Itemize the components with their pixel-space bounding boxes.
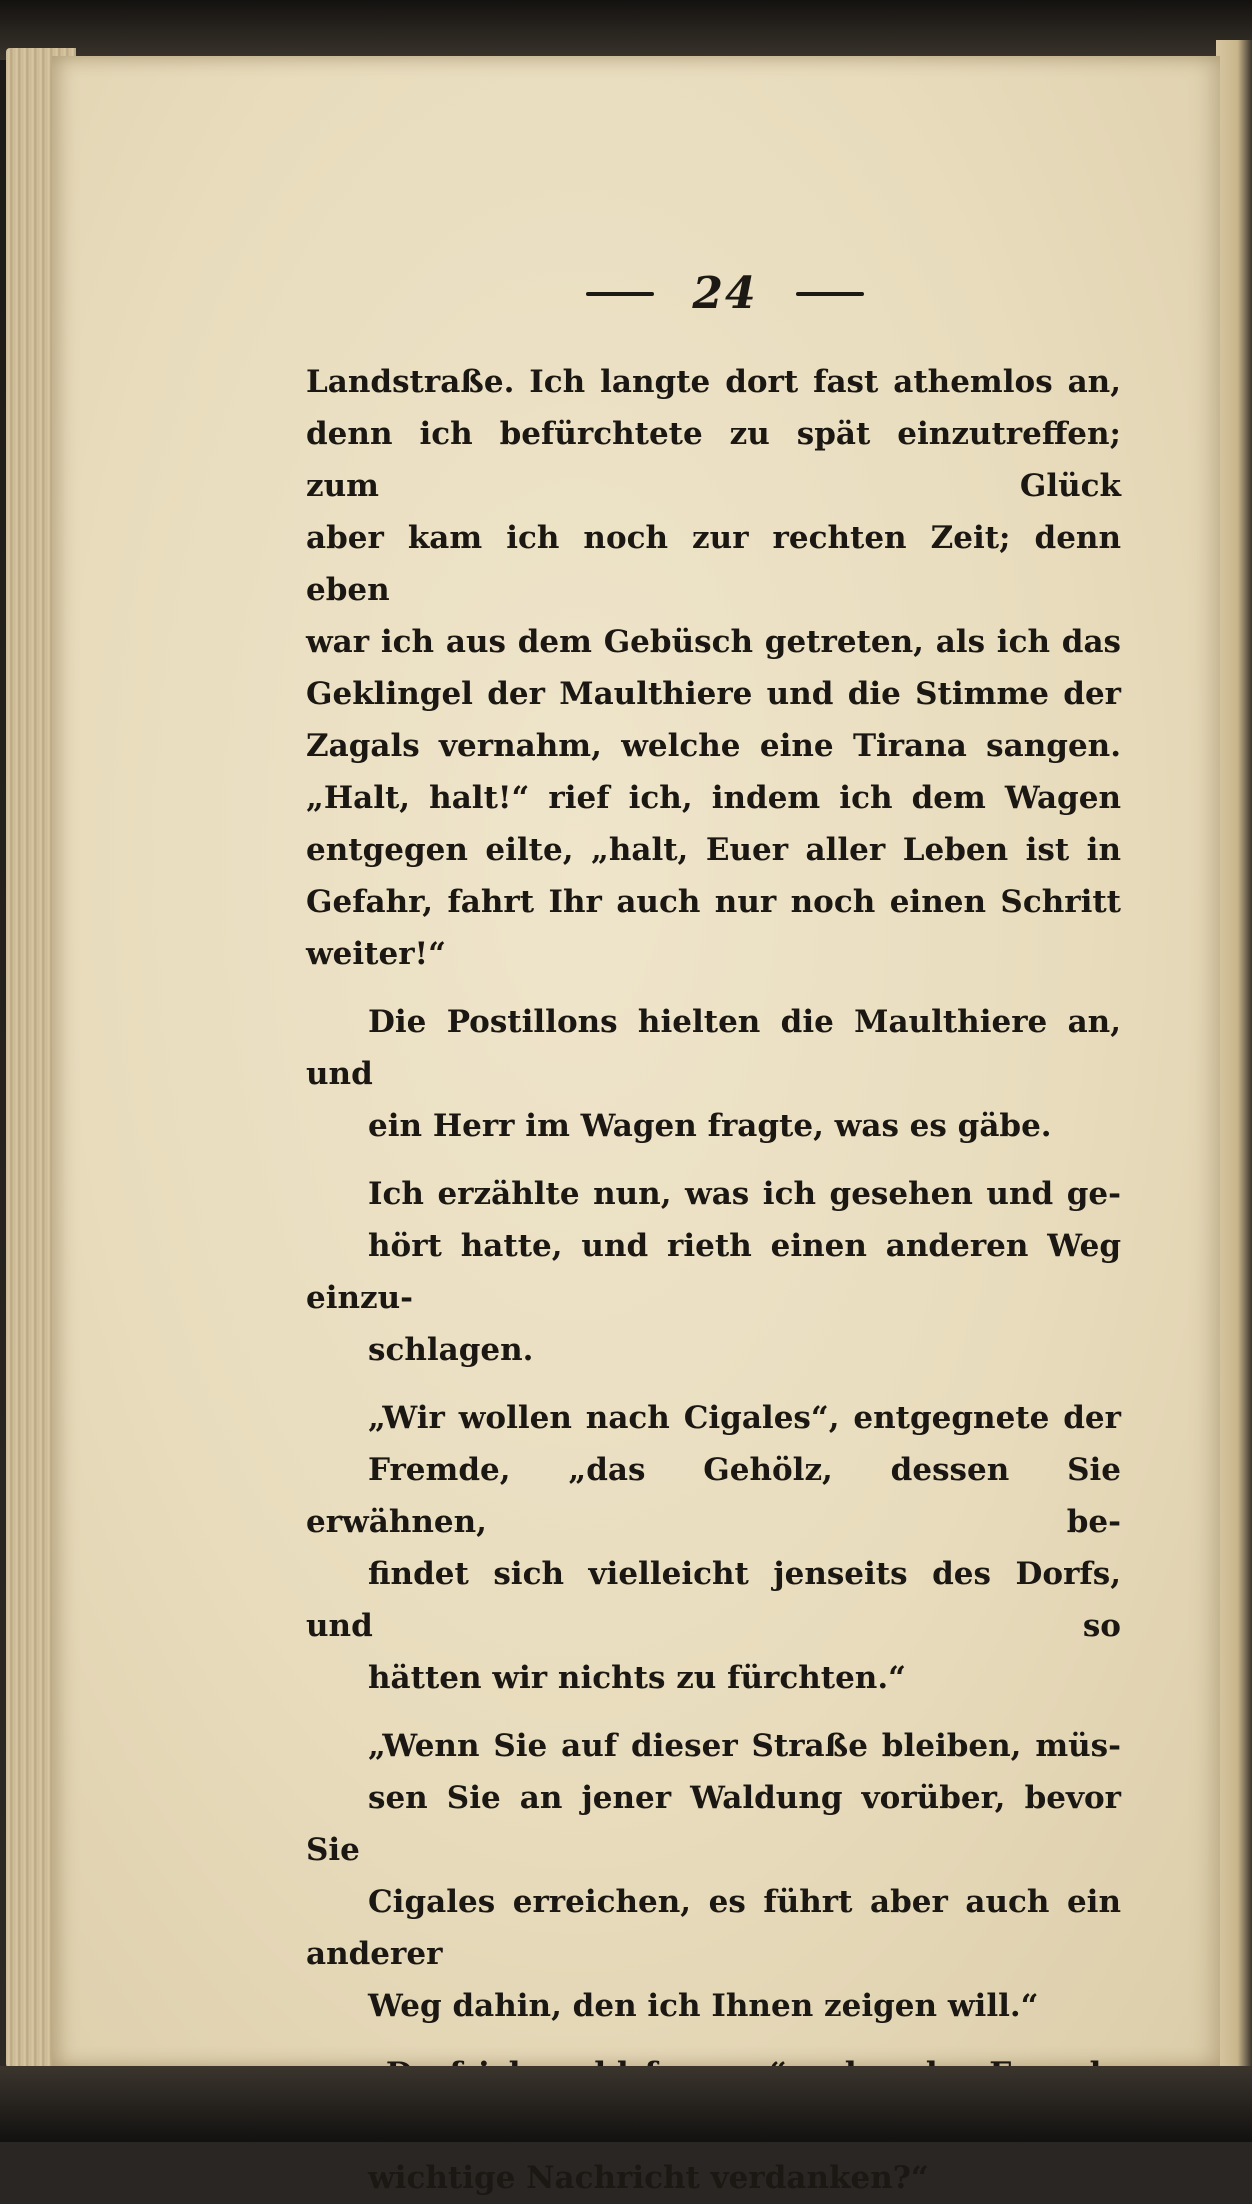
- text-line: Gefahr, fahrt Ihr auch nur noch einen Schritt: [306, 884, 1121, 920]
- text-line: Ich erzählte nun, was ich gesehen und ge-: [368, 1176, 1121, 1212]
- text-line: „Halt, halt!“ rief ich, indem ich dem Wagen: [306, 780, 1121, 816]
- text-line: Cigales erreichen, es führt aber auch ein anderer: [306, 1884, 1121, 1972]
- paragraph: [306, 1392, 1121, 1704]
- paragraph: [306, 1720, 1121, 2032]
- text-line: Fremde, „das Gehölz, dessen Sie erwähnen, be-: [306, 1452, 1121, 1540]
- text-line: Geklingel der Maulthiere und die Stimme der: [306, 676, 1121, 712]
- top-shadow: [0, 0, 1252, 60]
- text-line: Zagals vernahm, welche eine Tirana sangen.: [306, 728, 1121, 764]
- text-line: hätten wir nichts zu fürchten.“: [368, 1660, 906, 1696]
- text-line: weiter!“: [306, 936, 446, 972]
- text-line: aber kam ich noch zur rechten Zeit; denn eben: [306, 520, 1121, 608]
- text-line: „Wenn Sie auf dieser Straße bleiben, müs-: [368, 1728, 1121, 1764]
- text-line: war ich aus dem Gebüsch getreten, als ich das: [306, 624, 1121, 660]
- paragraph: [306, 996, 1121, 1152]
- paragraph: [306, 1168, 1121, 1376]
- text-line: Die Postillons hielten die Maulthiere an, und: [306, 1004, 1121, 1092]
- text-line: wichtige Nachricht verdanken?“: [368, 2160, 929, 2196]
- bottom-shadow: [0, 2066, 1252, 2142]
- page-header: [560, 268, 890, 319]
- text-line: entgegen eilte, „halt, Euer aller Leben ist in: [306, 832, 1121, 868]
- header-rule-right: [796, 292, 864, 296]
- text-line: denn ich befürchtete zu spät einzutreffen; zum Glück: [306, 416, 1121, 504]
- header-rule-left: [586, 292, 654, 296]
- text-line: hört hatte, und rieth einen anderen Weg einzu-: [306, 1228, 1121, 1316]
- text-line: sen Sie an jener Waldung vorüber, bevor Sie: [306, 1780, 1121, 1868]
- text-line: Landstraße. Ich langte dort fast athemlos an,: [306, 364, 1121, 400]
- text-line: schlagen.: [368, 1332, 534, 1368]
- page-number: 24: [692, 268, 758, 319]
- text-line: „Wir wollen nach Cigales“, entgegnete der: [368, 1400, 1121, 1436]
- text-line: findet sich vielleicht jenseits des Dorfs, und so: [306, 1556, 1121, 1644]
- text-line: ein Herr im Wagen fragte, was es gäbe.: [368, 1108, 1052, 1144]
- text-line: Weg dahin, den ich Ihnen zeigen will.“: [368, 1988, 1039, 2024]
- paragraph: [306, 356, 1121, 980]
- body-text: [306, 356, 1121, 2204]
- page-edges-right: [1216, 40, 1252, 2100]
